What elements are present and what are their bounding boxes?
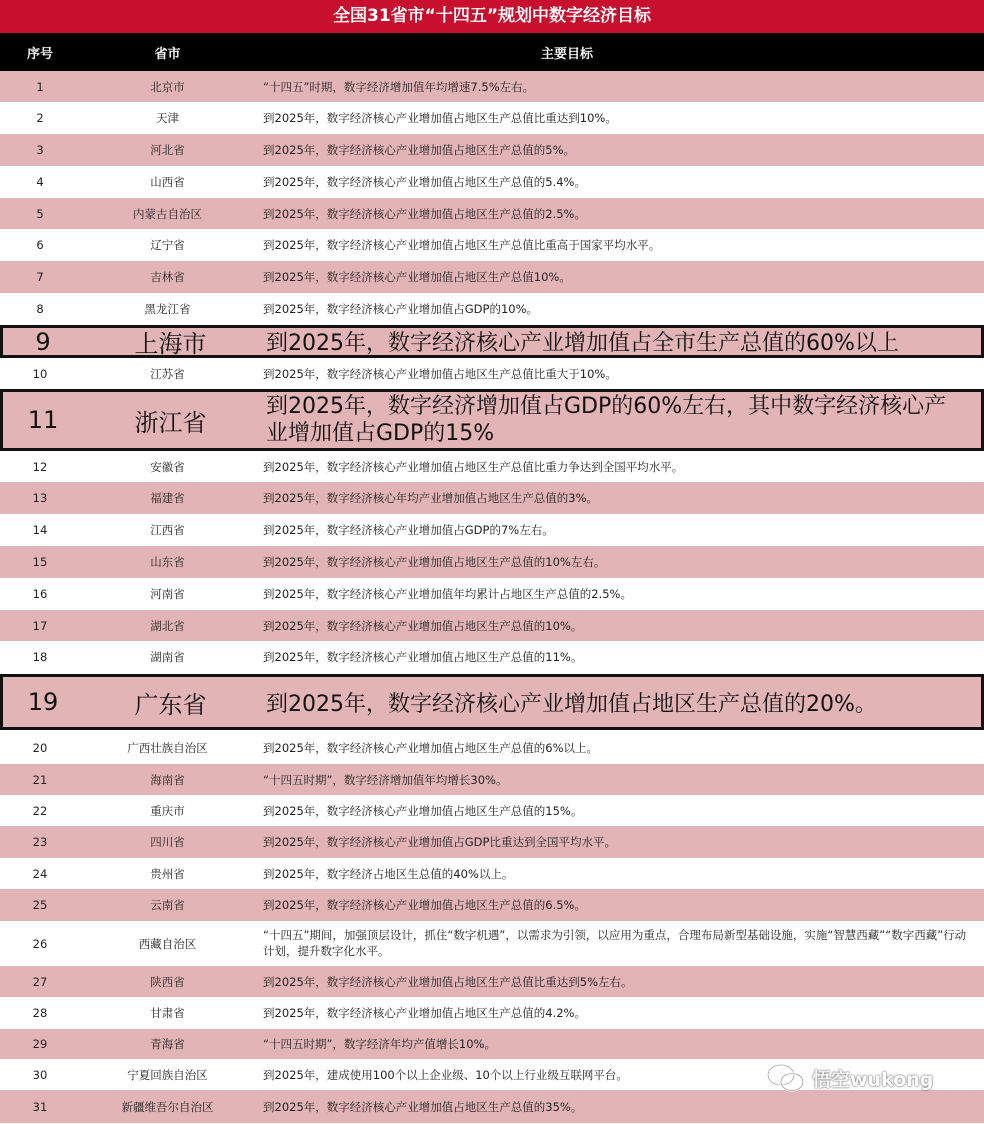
row-province: 青海省 <box>150 1037 185 1051</box>
row-no: 1 <box>36 79 44 94</box>
row-goal: 到2025年，数字经济核心产业增加值占地区生产总值的6%以上。 <box>263 741 599 755</box>
row-province: 新疆维吾尔自治区 <box>121 1099 214 1114</box>
table-row <box>0 1029 984 1059</box>
row-province: 山东省 <box>150 555 185 569</box>
row-goal: 到2025年，数字经济核心产业增加值占地区生产总值的10%左右。 <box>263 555 606 569</box>
row-province: 广西壮族自治区 <box>127 741 208 755</box>
table-row <box>0 858 984 889</box>
row-goal: 到2025年，数字经济核心产业增加值占地区生产总值的5%。 <box>263 143 576 157</box>
row-goal: 到2025年，数字经济核心产业增加值占地区生产总值的5.4%。 <box>263 175 586 189</box>
row-goal: 到2025年，建成使用100个以上企业级、10个以上行业级互联网平台。 <box>263 1067 628 1082</box>
row-goal: “十四五”时期，数字经济增加值年均增速7.5%左右。 <box>263 79 535 94</box>
row-no: 9 <box>35 327 51 356</box>
row-goal: 到2025年，数字经济核心产业增加值占GDP的10%。 <box>263 302 539 316</box>
row-province: 山西省 <box>150 175 185 189</box>
row-goal: 到2025年，数字经济核心产业增加值占地区生产总值的20%。 <box>266 691 877 717</box>
row-goal: “十四五时期”，数字经济增加值年均增长30%。 <box>263 772 508 787</box>
header-goal: 主要目标 <box>540 46 593 62</box>
wechat-icon <box>766 1063 806 1093</box>
table-row <box>0 889 984 921</box>
row-no: 30 <box>32 1067 48 1082</box>
row-no: 2 <box>36 111 44 125</box>
row-province: 黑龙江省 <box>144 302 191 316</box>
table-row <box>0 166 984 198</box>
row-no: 7 <box>36 270 44 284</box>
table-row <box>0 578 984 610</box>
row-goal: 到2025年，数字经济核心年均产业增加值占地区生产总值的3%。 <box>263 491 599 505</box>
row-goal: 到2025年，数字经济占地区生总值的40%以上。 <box>263 866 514 881</box>
row-province: 贵州省 <box>150 866 185 881</box>
row-goal: 到2025年，数字经济核心产业增加值年均累计占地区生产总值的2.5%。 <box>263 587 632 601</box>
row-no: 26 <box>32 936 48 951</box>
row-goal: 到2025年，数字经济核心产业增加值占GDP比重达到全国平均水平。 <box>263 835 616 849</box>
row-goal: 到2025年，数字经济核心产业增加值占地区生产总值的2.5%。 <box>263 206 586 221</box>
table-row <box>0 921 984 966</box>
row-goal: 到2025年，数字经济核心产业增加值占地区生产总值的35%。 <box>263 1099 583 1114</box>
table-row <box>0 546 984 578</box>
row-no: 6 <box>36 238 44 252</box>
row-goal: “十四五”期间，加强顶层设计，抓住“数字机遇”，以需求为引领，以应用为重点，合理布局新型基础设施，实施“智慧西藏”“数字西藏”行动计划，提升数字化水平。 <box>263 927 967 958</box>
row-province: 江西省 <box>150 523 185 537</box>
row-province: 重庆市 <box>150 803 185 818</box>
table-row <box>0 134 984 166</box>
table-row <box>0 997 984 1029</box>
row-province: 海南省 <box>150 772 185 787</box>
table-row <box>0 293 984 325</box>
row-province: 上海市 <box>134 330 207 358</box>
row-no: 5 <box>36 206 44 221</box>
row-no: 20 <box>32 741 48 755</box>
table-row <box>0 482 984 514</box>
row-no: 28 <box>32 1006 48 1020</box>
row-goal: 到2025年，数字经济核心产业增加值占地区生产总值比重高于国家平均水平。 <box>263 238 661 252</box>
table-row <box>0 71 984 102</box>
table-body <box>0 71 984 1123</box>
table-row-highlighted <box>0 389 984 451</box>
row-goal: 到2025年，数字经济核心产业增加值占地区生产总值的15%。 <box>263 803 583 818</box>
row-no: 21 <box>32 772 48 787</box>
row-province: 北京市 <box>150 79 185 94</box>
row-province: 四川省 <box>150 835 185 849</box>
row-goal: 到2025年，数字经济核心产业增加值占地区生产总值比重大于10%。 <box>263 366 617 381</box>
row-province: 广东省 <box>134 690 207 719</box>
row-province: 湖北省 <box>150 618 185 633</box>
row-province: 浙江省 <box>134 408 207 437</box>
row-province: 宁夏回族自治区 <box>127 1067 208 1082</box>
row-province: 内蒙古自治区 <box>133 206 202 221</box>
row-no: 24 <box>32 866 48 881</box>
table-row <box>0 229 984 261</box>
table-row <box>0 966 984 997</box>
watermark-text: 悟空wukong <box>812 1068 934 1091</box>
row-no: 4 <box>36 175 44 189</box>
row-goal: 到2025年，数字经济核心产业增加值占地区生产总值比重达到10%。 <box>263 111 617 125</box>
row-no: 29 <box>32 1037 48 1051</box>
row-province: 河北省 <box>150 143 185 157</box>
row-goal: 到2025年，数字经济核心产业增加值占全市生产总值的60%以上 <box>266 331 899 356</box>
row-province: 福建省 <box>150 491 185 505</box>
row-no: 11 <box>27 406 59 434</box>
table-row-highlighted <box>0 674 984 730</box>
row-province: 辽宁省 <box>150 238 185 252</box>
row-goal: 到2025年，数字经济核心产业增加值占地区生产总值的10%。 <box>263 618 583 633</box>
row-no: 27 <box>32 974 48 989</box>
row-goal: 到2025年，数字经济核心产业增加值占地区生产总值比重达到5%左右。 <box>263 974 633 989</box>
row-province: 湖南省 <box>150 649 185 664</box>
table-row <box>0 795 984 826</box>
row-no: 8 <box>36 302 44 316</box>
row-goal: 到2025年，数字经济增加值占GDP的60%左右，其中数字经济核心产业增加值占GDP的15% <box>266 394 947 446</box>
table-header <box>0 33 984 71</box>
row-province: 天津 <box>156 111 179 125</box>
row-no: 3 <box>36 143 44 157</box>
row-no: 16 <box>32 587 48 601</box>
row-no: 25 <box>32 898 48 912</box>
row-no: 12 <box>32 459 48 474</box>
table-row <box>0 732 984 764</box>
table-row <box>0 514 984 546</box>
row-no: 23 <box>32 835 48 849</box>
row-no: 22 <box>32 803 48 818</box>
header-province: 省市 <box>154 46 181 62</box>
row-province: 西藏自治区 <box>138 936 197 951</box>
row-no: 10 <box>32 366 48 381</box>
row-no: 15 <box>32 555 48 569</box>
row-goal: “十四五时期”，数字经济年均产值增长10%。 <box>263 1037 496 1051</box>
row-province: 江苏省 <box>150 366 185 381</box>
row-goal: 到2025年，数字经济核心产业增加值占地区生产总值10%。 <box>263 270 571 284</box>
table-row <box>0 102 984 134</box>
row-goal: 到2025年，数字经济核心产业增加值占地区生产总值比重力争达到全国平均水平。 <box>263 459 684 474</box>
row-province: 陕西省 <box>150 974 185 989</box>
row-goal: 到2025年，数字经济核心产业增加值占地区生产总值的11%。 <box>263 649 583 664</box>
table-row <box>0 764 984 795</box>
row-goal: 到2025年，数字经济核心产业增加值占地区生产总值的6.5%。 <box>263 898 586 912</box>
row-no: 17 <box>32 618 48 633</box>
table-row <box>0 358 984 389</box>
row-goal: 到2025年，数字经济核心产业增加值占地区生产总值的4.2%。 <box>263 1006 586 1020</box>
table-row <box>0 826 984 858</box>
table-title: 全国31省市“十四五”规划中数字经济目标 <box>0 0 984 33</box>
row-province: 安徽省 <box>150 459 185 474</box>
table-row <box>0 641 984 672</box>
table-row <box>0 1090 984 1123</box>
row-no: 31 <box>32 1099 48 1114</box>
row-goal: 到2025年，数字经济核心产业增加值占GDP的7%左右。 <box>263 523 554 537</box>
table-row <box>0 198 984 229</box>
row-no: 18 <box>32 649 48 664</box>
row-province: 河南省 <box>150 587 185 601</box>
table-row-highlighted <box>0 325 984 358</box>
table-row <box>0 610 984 641</box>
table-row <box>0 451 984 482</box>
header-no: 序号 <box>26 46 53 62</box>
table-row <box>0 261 984 293</box>
row-no: 19 <box>27 688 59 716</box>
row-no: 14 <box>32 523 48 537</box>
row-province: 云南省 <box>150 898 185 912</box>
row-province: 甘肃省 <box>150 1006 185 1020</box>
row-province: 吉林省 <box>150 270 185 284</box>
row-no: 13 <box>32 491 48 505</box>
watermark <box>766 1063 933 1093</box>
